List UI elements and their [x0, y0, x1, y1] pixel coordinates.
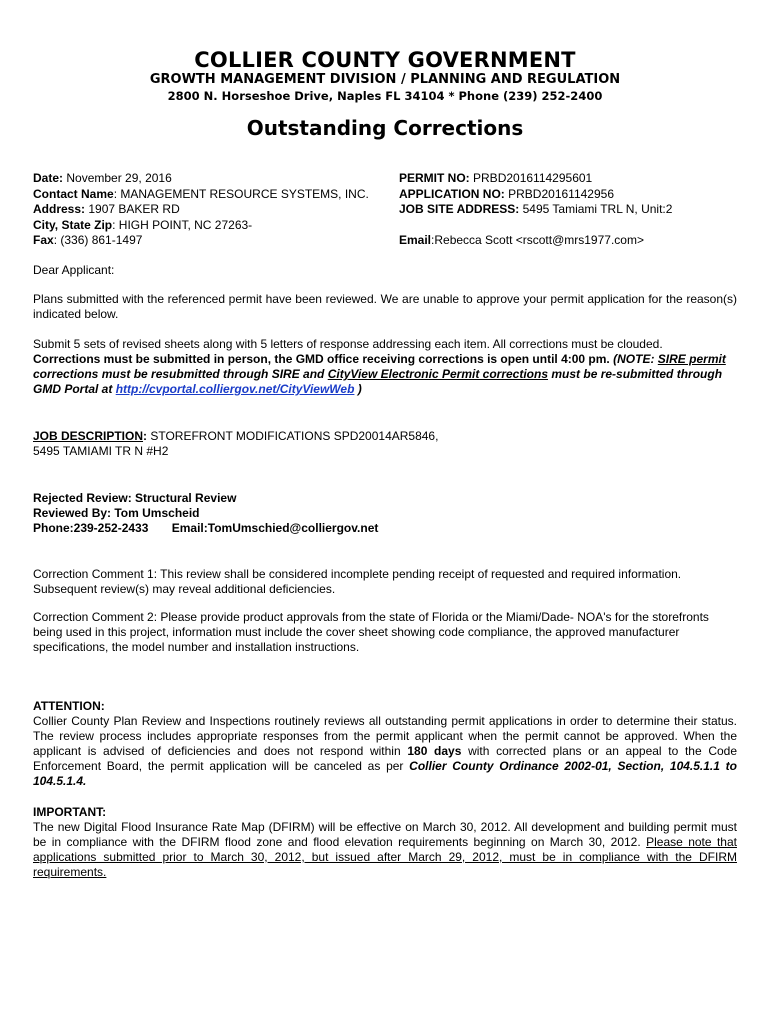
contact-value: MANAGEMENT RESOURCE SYSTEMS, INC. [120, 186, 369, 201]
org-address: 2800 N. Horseshoe Drive, Naples FL 34104 * Phone (239) 252-2400 [167, 89, 603, 103]
submit-paragraph [33, 337, 737, 397]
city-label: City, State Zip [33, 217, 113, 232]
job-label: JOB DESCRIPTION [33, 429, 144, 443]
important-underlined: Please note that applications submitted prior to March 30, 2012, but issued after March 29, 2012, must be in compliance with the DFIRM requirements. [33, 835, 737, 879]
reviewer-phone: Phone:239-252-2433 [33, 521, 149, 535]
spacer [399, 218, 739, 234]
org-title: COLLIER COUNTY GOVERNMENT [194, 48, 576, 72]
job-line1: STOREFRONT MODIFICATIONS SPD20014AR5846, [150, 429, 439, 443]
permit-label: PERMIT NO: [399, 171, 470, 185]
attention-ordinance: Collier County Ordinance 2002-01, Section, 104.5.1.1 to 104.5.1.4. [33, 759, 737, 788]
correction-comment-2: Correction Comment 2: Please provide product approvals from the state of Florida or the Miami/Dade- NOA's for the storefronts being used in this project, information must include the cover sheet showing code compliance, the approved manufacturer specifications, the model number and installation instructions. [33, 610, 709, 654]
rejected-review: Rejected Review: Structural Review [33, 491, 237, 505]
address-label: Address: [33, 202, 86, 216]
permit-row [399, 171, 739, 187]
review-info [33, 491, 737, 536]
correction-comment-1: Correction Comment 1: This review shall be considered incomplete pending receipt of requested and required information. Subsequent review(s) may reveal additional deficiencies. [33, 567, 682, 596]
contact-info [33, 171, 403, 249]
permit-value: PRBD2016114295601 [473, 171, 593, 185]
note-open: (NOTE: [613, 352, 655, 366]
cityview-corrections: CityView Electronic Permit corrections [327, 367, 549, 381]
intro-paragraph: Plans submitted with the referenced permit have been reviewed. We are unable to approve your permit application for the reason(s) indicated below. [33, 292, 737, 321]
address-value: 1907 BAKER RD [88, 202, 180, 216]
submit-line1: Submit 5 sets of revised sheets along with 5 letters of response addressing each item. All corrections must be clouded. [33, 337, 663, 351]
fax-value: (336) 861-1497 [60, 233, 143, 247]
submit-bold: Corrections must be submitted in person, the GMD office receiving corrections is open until 4:00 pm. [33, 352, 610, 366]
email-value: Rebecca Scott <rscott@mrs1977.com> [434, 233, 644, 247]
salutation: Dear Applicant: [33, 263, 115, 277]
attention-text1: Collier County Plan Review and Inspections routinely reviews all outstanding permit applications in order to determine their status. The review process includes appropriate responses from the permit applicant when the permit cannot be approved. When the applicant is advised of deficiencies and does not respond within [33, 714, 737, 758]
city-row: City, State Zip: HIGH POINT, NC 27263- [33, 217, 253, 232]
email-row: Email:Rebecca Scott <rscott@mrs1977.com> [399, 233, 644, 247]
jobsite-value: 5495 Tamiami TRL N, Unit:2 [522, 202, 673, 216]
note-close: ) [357, 382, 362, 396]
division-title: GROWTH MANAGEMENT DIVISION / PLANNING AND REGULATION [149, 72, 621, 87]
contact-row: Contact Name: MANAGEMENT RESOURCE SYSTEMS, INC. [33, 186, 369, 201]
note-mid: corrections must be resubmitted through SIRE and [33, 367, 325, 381]
sire-permit: SIRE permit [657, 352, 726, 366]
reviewer-email: Email:TomUmschied@colliergov.net [171, 521, 379, 535]
address-row [33, 202, 403, 218]
date-value: November 29, 2016 [66, 171, 172, 185]
email-label: Email [399, 233, 432, 247]
city-value: HIGH POINT, NC 27263- [118, 217, 253, 232]
contact-label: Contact Name [33, 186, 114, 201]
reviewer: Reviewed By: Tom Umscheid [33, 506, 200, 520]
attention-days: 180 days [407, 744, 462, 758]
job-description: JOB DESCRIPTION: STOREFRONT MODIFICATIONS SPD20014AR5846, 5495 TAMIAMI TR N #H2 [33, 429, 439, 458]
jobsite-row [399, 202, 739, 218]
application-row [399, 187, 739, 203]
application-value: PRBD20161142956 [508, 186, 614, 201]
attention-text2: with corrected plans or an appeal to the Code Enforcement Board, the permit application will be canceled as per [33, 744, 738, 773]
fax-row: Fax: (336) 861-1497 [33, 233, 143, 247]
attention-section [33, 699, 737, 789]
application-label: APPLICATION NO: [399, 186, 505, 201]
permit-info [399, 171, 739, 249]
reviewer-contact [33, 521, 737, 536]
important-section [33, 805, 737, 880]
job-line2: 5495 TAMIAMI TR N #H2 [33, 444, 169, 458]
portal-link[interactable]: http://cvportal.colliergov.net/CityViewWeb [115, 382, 355, 396]
fax-label: Fax [33, 233, 54, 247]
attention-heading: ATTENTION: [33, 699, 105, 713]
important-heading: IMPORTANT: [33, 805, 107, 819]
note-end: must be re-submitted through GMD Portal at [33, 367, 723, 396]
important-text: The new Digital Flood Insurance Rate Map (DFIRM) will be effective on March 30, 2012. All development and building permit must be in compliance with the DFIRM flood zone and flood elevation requirements beginning on March 30, 2012. [33, 820, 737, 849]
jobsite-label: JOB SITE ADDRESS: [399, 202, 520, 216]
page-title: Outstanding Corrections [246, 116, 524, 140]
date-label: Date: [33, 171, 64, 185]
date-row [33, 171, 403, 187]
